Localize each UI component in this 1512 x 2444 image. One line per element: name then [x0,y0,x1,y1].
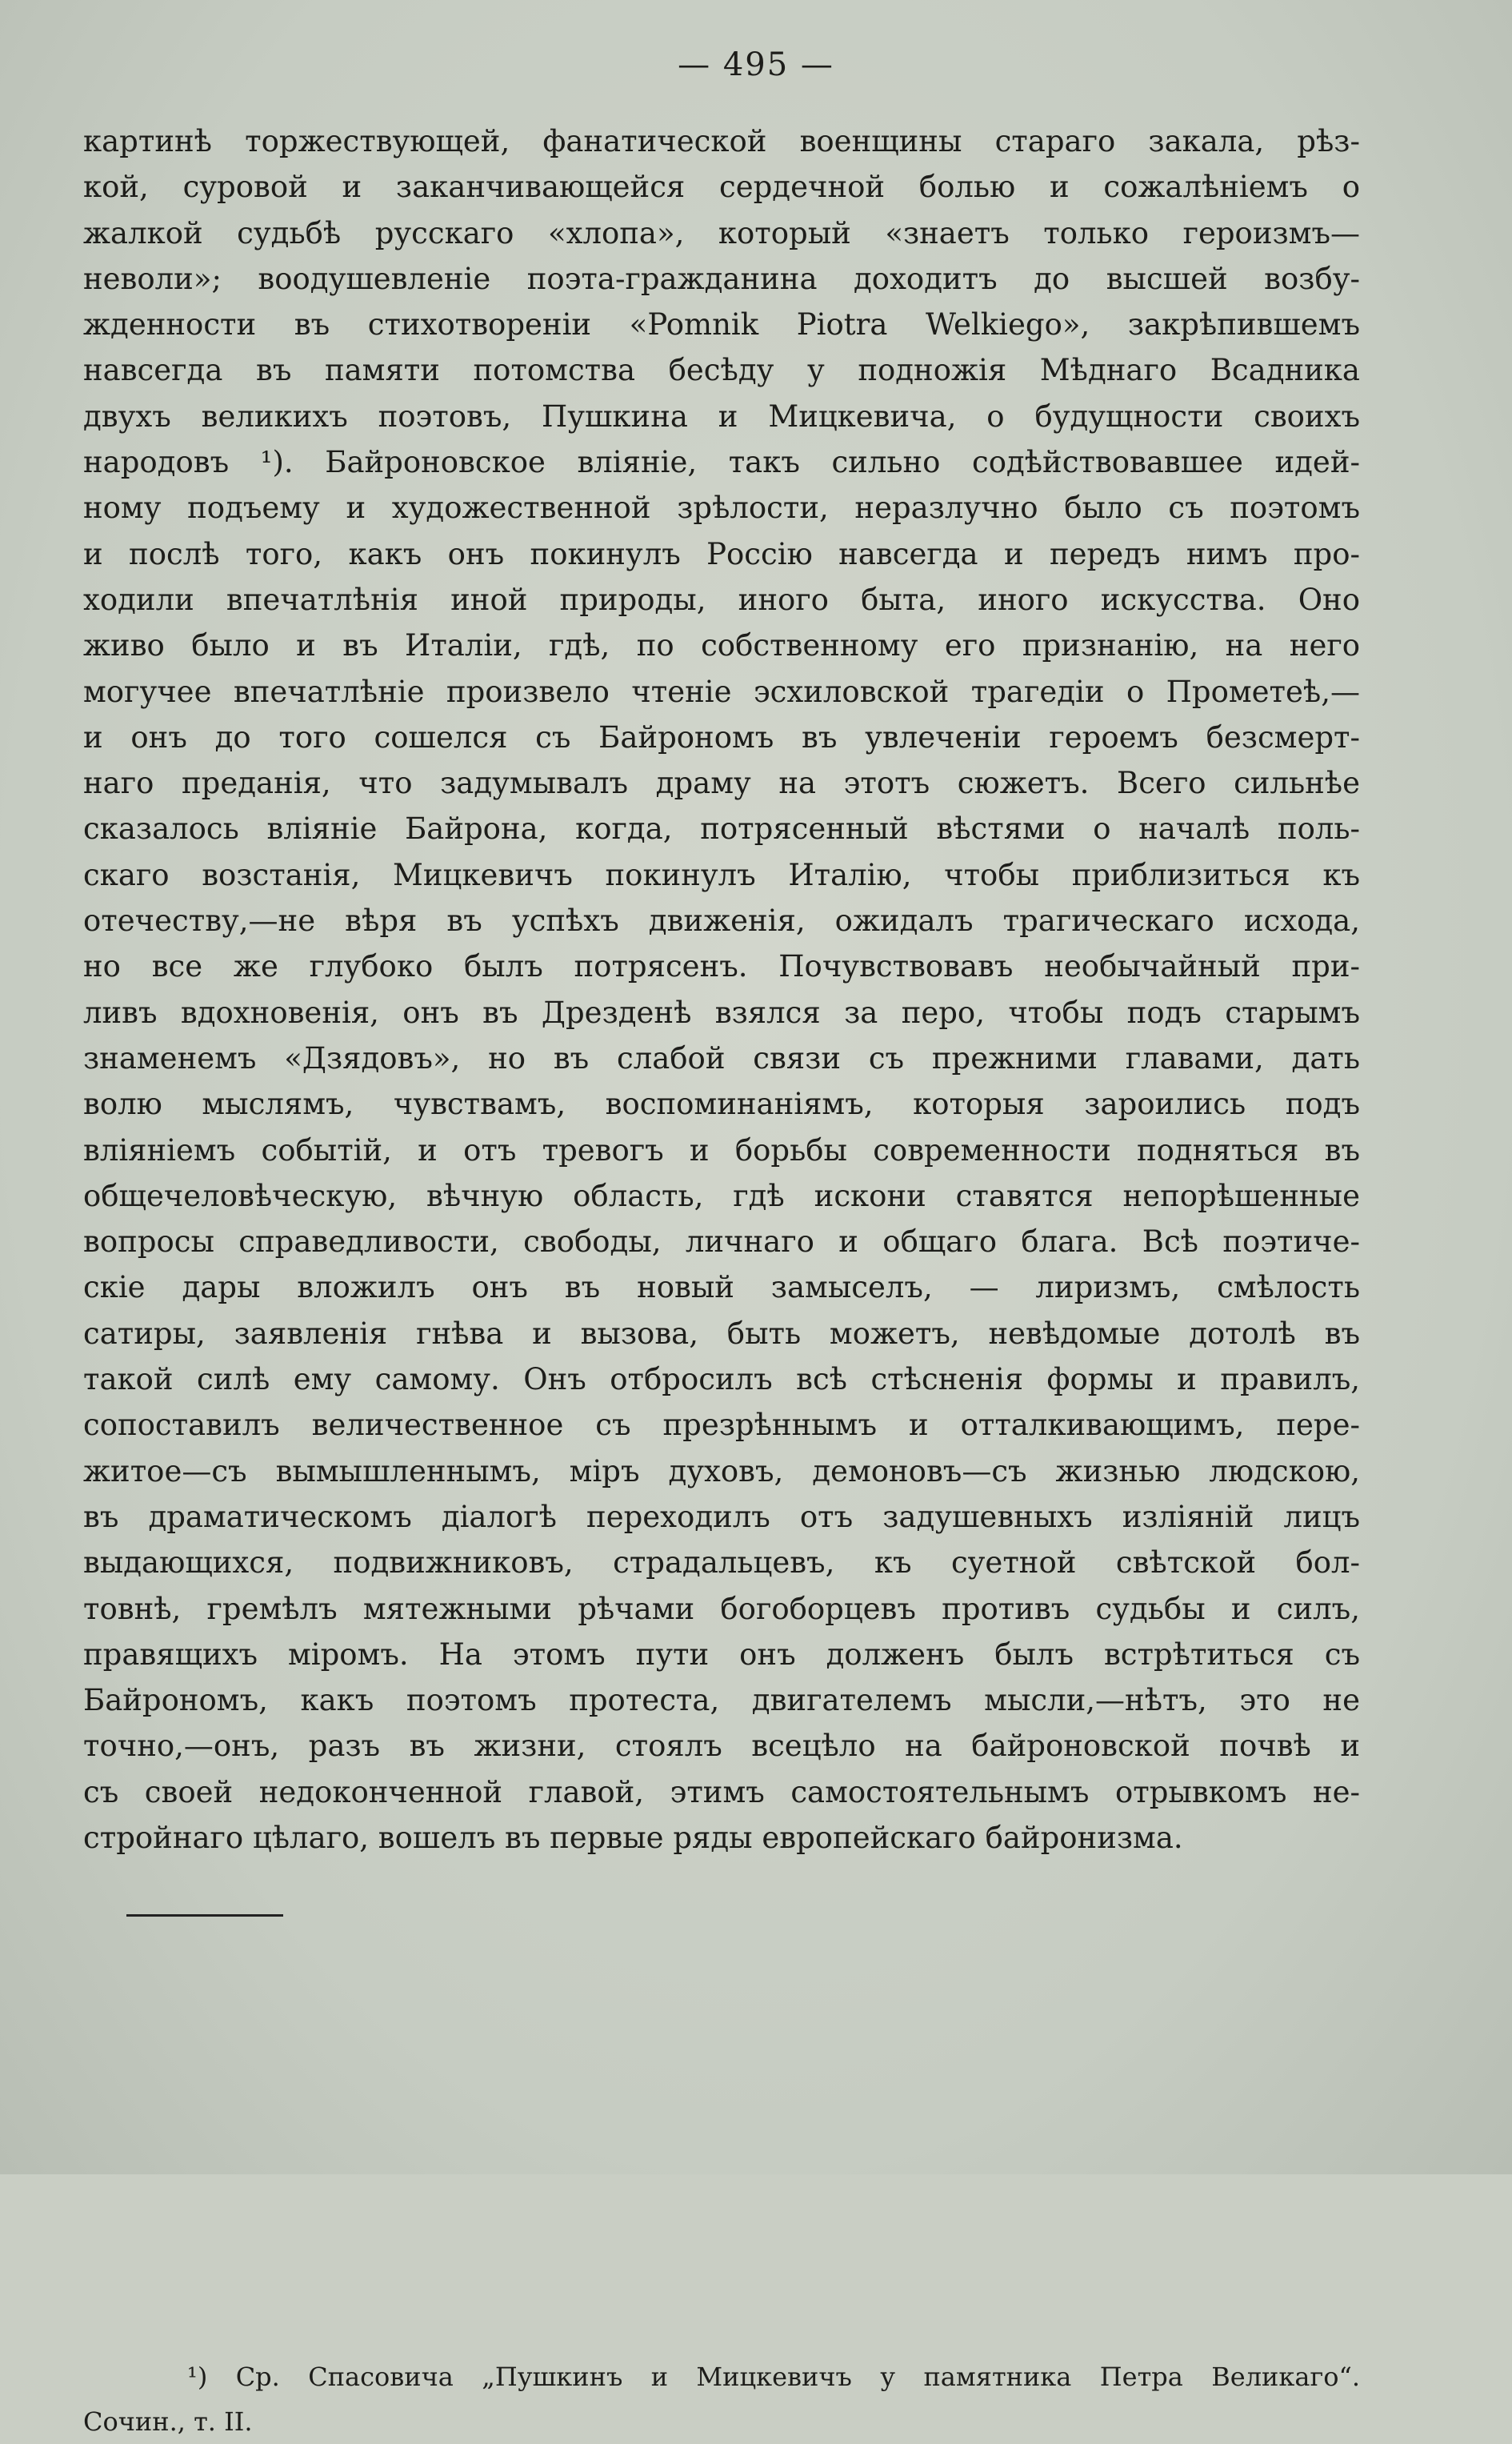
text-line: и послѣ того, какъ онъ покинулъ Россію навсегда и передъ нимъ про- [83,536,1360,571]
text-line: неволи»; воодушевленіе поэта-гражданина доходитъ до высшей возбу- [83,261,1360,296]
body-text [83,118,1360,1861]
text-line: скаго возстанія, Мицкевичъ покинулъ Италію, чтобы приблизиться къ [83,857,1360,892]
text-line: точно,—онъ, разъ въ жизни, стоялъ всецѣло на байроновской почвѣ и [83,1729,1360,1764]
text-line: вопросы справедливости, свободы, личнаго и общаго блага. Всѣ поэтиче- [83,1224,1360,1260]
text-line: скіе дары вложилъ онъ въ новый замыселъ, — лиризмъ, смѣлость [83,1270,1360,1305]
text-line: двухъ великихъ поэтовъ, Пушкина и Мицкевича, о будущности своихъ [83,399,1360,434]
text-line: народовъ ¹). Байроновское вліяніе, такъ сильно содѣйствовавшее идей- [83,445,1360,480]
text-line: сказалось вліяніе Байрона, когда, потрясенный вѣстями о началѣ поль- [83,811,1360,847]
text-line: знаменемъ «Дзядовъ», но въ слабой связи съ прежними главами, дать [83,1040,1360,1076]
text-line: сатиры, заявленія гнѣва и вызова, быть можетъ, невѣдомые дотолѣ въ [83,1316,1360,1351]
text-line: ходили впечатлѣнія иной природы, иного быта, иного искусства. Оно [83,582,1360,617]
footnote [83,2354,1360,2444]
text-line: картинѣ торжествующей, фанатической военщины стараго закала, рѣз- [83,124,1360,158]
text-line: но все же глубоко былъ потрясенъ. Почувствовавъ необычайный при- [83,949,1360,984]
text-line: ному подъему и художественной зрѣлости, неразлучно было съ поэтомъ [83,491,1360,526]
text-line: сопоставилъ величественное съ презрѣннымъ и отталкивающимъ, пере- [83,1408,1360,1443]
text-line: вліяніемъ событій, и отъ тревогъ и борьбы современности подняться въ [83,1132,1360,1168]
text-line: могучее впечатлѣніе произвело чтеніе эсхиловской трагедіи о Прометеѣ,— [83,674,1360,709]
text-line: кой, суровой и заканчивающейся сердечной болью и сожалѣніемъ о [83,170,1360,205]
text-line: правящихъ міромъ. На этомъ пути онъ долженъ былъ встрѣтиться съ [83,1637,1360,1672]
text-line: наго преданія, что задумывалъ драму на этотъ сюжетъ. Всего сильнѣе [83,766,1360,801]
page-number: — 495 — [678,46,834,83]
text-line: и онъ до того сошелся съ Байрономъ въ увлеченіи героемъ безсмерт- [83,719,1360,755]
text-line: товнѣ, гремѣлъ мятежными рѣчами богоборцевъ противъ судьбы и силъ, [83,1591,1360,1626]
text-line: въ драматическомъ діалогѣ переходилъ отъ задушевныхъ изліяній лицъ [83,1499,1360,1534]
text-line: выдающихся, подвижниковъ, страдальцевъ, къ суетной свѣтской бол- [83,1545,1360,1581]
text-line: ливъ вдохновенія, онъ въ Дрезденѣ взялся за перо, чтобы подъ старымъ [83,995,1360,1030]
footnote-line: ¹) Ср. Спасовича „Пушкинъ и Мицкевичъ у памятника Петра Великаго“. [187,2362,1360,2392]
text-line: жалкой судьбѣ русскаго «хлопа», который «знаетъ только героизмъ— [83,215,1360,250]
text-line: навсегда въ памяти потомства бесѣду у подножія Мѣднаго Всадника [83,353,1360,388]
text-line: живо было и въ Италіи, гдѣ, по собственному его признанію, на него [83,628,1360,663]
text-line: жденности въ стихотвореніи «Pomnik Piotra Welkiego», закрѣпившемъ [83,307,1360,343]
footnote-line: Сочин., т. II. [83,2406,253,2437]
text-line: общечеловѣческую, вѣчную область, гдѣ искони ставятся непорѣшенные [83,1178,1360,1213]
text-line: житое—съ вымышленнымъ, міръ духовъ, демоновъ—съ жизнью людскою, [83,1453,1360,1488]
text-line: съ своей недоконченной главой, этимъ самостоятельнымъ отрывкомъ не- [83,1774,1360,1809]
text-line: волю мыслямъ, чувствамъ, воспоминаніямъ, которыя зароились подъ [83,1087,1360,1122]
text-line: стройнаго цѣлаго, вошелъ въ первые ряды европейскаго байронизма. [83,1820,1183,1855]
text-line: такой силѣ ему самому. Онъ отбросилъ всѣ стѣсненія формы и правилъ, [83,1362,1360,1397]
footnote-divider [126,1914,283,1917]
text-line: отечеству,—не вѣря въ успѣхъ движенія, ожидалъ трагическаго исхода, [83,903,1360,939]
text-line: Байрономъ, какъ поэтомъ протеста, двигателемъ мысли,—нѣтъ, это не [83,1683,1360,1718]
